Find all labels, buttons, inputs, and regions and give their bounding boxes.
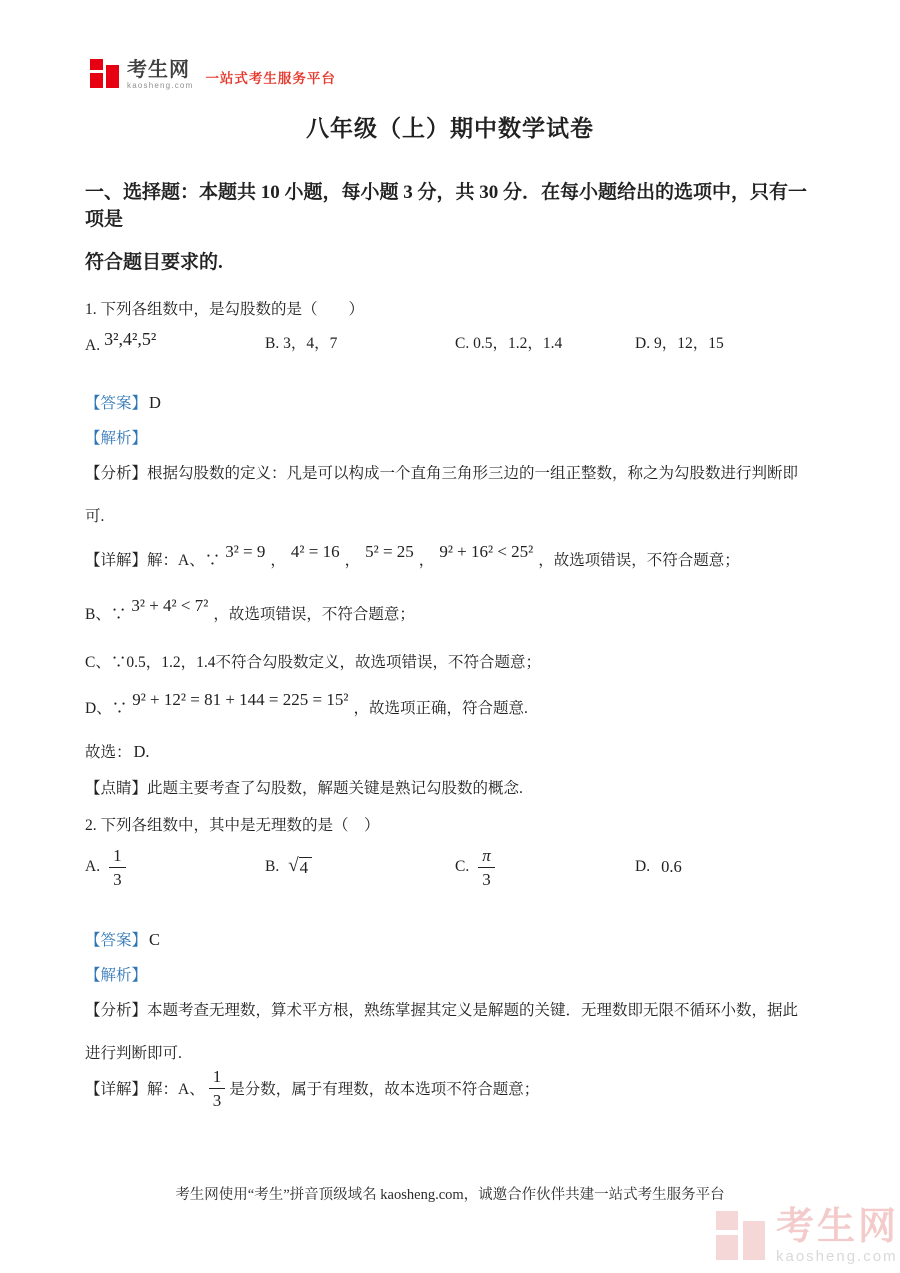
formula: 3² = 9	[225, 542, 266, 561]
brand-name: 考生网	[127, 59, 190, 81]
q2-option-d: D. 0.6	[635, 857, 682, 876]
formula: 5² = 25	[365, 542, 414, 561]
brand-domain: kaosheng.com	[127, 81, 194, 90]
q2-detail-option-a: 【详解】解：A、 $\frac{1}{3}$ 是分数，属于有理数，故本选项不符合题意；	[85, 1066, 540, 1110]
q1-conclusion: 故选： D.	[85, 742, 150, 761]
q1-option-b: B. 3，4，7	[265, 335, 338, 352]
page-title: 八年级（上）期中数学试卷	[306, 116, 594, 141]
kaosheng-logo-icon	[90, 58, 121, 90]
q2-fenxi-line2: 进行判断即可.	[85, 1045, 182, 1062]
q1-fenxi-line2: 可.	[85, 508, 105, 525]
analysis-tag: 【解析】	[85, 430, 148, 447]
q1-fenxi-line1: 【分析】根据勾股数的定义：凡是可以构成一个直角三角形三边的一组正整数，称之为勾股数进行判断即	[85, 465, 799, 482]
formula: 9² + 16² < 25²	[439, 542, 534, 561]
formula: 9² + 12² = 81 + 144 = 225 = 15²	[132, 690, 349, 709]
q2-option-b: B. √ 4	[265, 838, 312, 896]
question-2-options	[85, 838, 900, 896]
radical-sign: √	[288, 854, 299, 876]
q2-answer-value: C	[149, 930, 161, 949]
watermark-brand: 考生网	[776, 1206, 900, 1248]
kaosheng-watermark	[716, 1208, 899, 1264]
q1-analysis-tag-row	[85, 426, 825, 450]
q1-detail-option-b: B、∵ 3² + 4² < 7² ，故选项错误，不符合题意；	[85, 596, 415, 623]
sqrt-four: √ 4	[288, 857, 312, 878]
fraction-one-third: $\frac{1}{3}$	[209, 1068, 226, 1109]
q1-answer-row	[85, 391, 825, 415]
answer-tag: 【答案】	[85, 932, 148, 949]
q1-detail-option-c: C、∵0.5，1.2，1.4不符合勾股数定义，故选项错误，不符合题意；	[85, 654, 541, 671]
q2-analysis-tag-row	[85, 963, 825, 987]
watermark-domain: kaosheng.com	[776, 1248, 898, 1265]
q1-conclusion-answer: D.	[133, 742, 150, 761]
q2-fenxi-line1: 【分析】本题考查无理数，算术平方根，熟练掌握其定义是解题的关键．无理数即无限不循环小数，据此	[85, 1002, 799, 1019]
q2-answer-row	[85, 928, 825, 952]
kaosheng-logo	[90, 58, 336, 90]
analysis-tag: 【解析】	[85, 967, 148, 984]
q2-option-a: A. $\frac{1}{3}$	[85, 838, 126, 896]
q2-option-c: C. $\frac{\pi}{3}$	[455, 838, 495, 896]
q1-option-d: D. 9，12，15	[635, 335, 724, 352]
answer-tag: 【答案】	[85, 395, 148, 412]
question-2-stem: 2. 下列各组数中，其中是无理数的是（ ）	[85, 817, 380, 834]
q1-detail-option-d: D、∵ 9² + 12² = 81 + 144 = 225 = 15² ，故选项正确，符合题意.	[85, 690, 528, 717]
section-heading-line2: 符合题目要求的.	[85, 252, 223, 273]
formula: 3² + 4² < 7²	[131, 596, 209, 615]
fraction-pi-thirds: $\frac{\pi}{3}$	[478, 847, 495, 888]
q1-option-a: A. 3²,4²,5²	[85, 329, 157, 354]
question-1-options	[85, 322, 900, 366]
q1-dianjing: 【点睛】此题主要考查了勾股数，解题关键是熟记勾股数的概念.	[85, 780, 523, 797]
question-1-stem: 1. 下列各组数中，是勾股数的是（ ）	[85, 301, 365, 318]
kaosheng-watermark-icon	[716, 1209, 768, 1263]
section-heading-line1: 一、选择题：本题共 10 小题，每小题 3 分，共 30 分．在每小题给出的选项中，只有一项是	[85, 182, 808, 230]
q1-option-a-math: 3²,4²,5²	[104, 329, 157, 349]
q1-answer-value: D	[149, 393, 161, 412]
footer-text: 考生网使用“考生”拼音顶级域名 kaosheng.com，诚邀合作伙伴共建一站式考生服务平台	[175, 1187, 725, 1203]
q1-detail-option-a: 【详解】解：A、∵ 3² = 9 ， 4² = 16 ， 5² = 25 ， 9² + 16² < 25² ，故选项错误，不符合题意；	[85, 542, 740, 569]
fraction-one-third: $\frac{1}{3}$	[109, 847, 126, 888]
formula: 4² = 16	[290, 542, 340, 561]
q1-option-c: C. 0.5，1.2，1.4	[455, 335, 563, 352]
brand-tagline: 一站式考生服务平台	[205, 71, 336, 86]
